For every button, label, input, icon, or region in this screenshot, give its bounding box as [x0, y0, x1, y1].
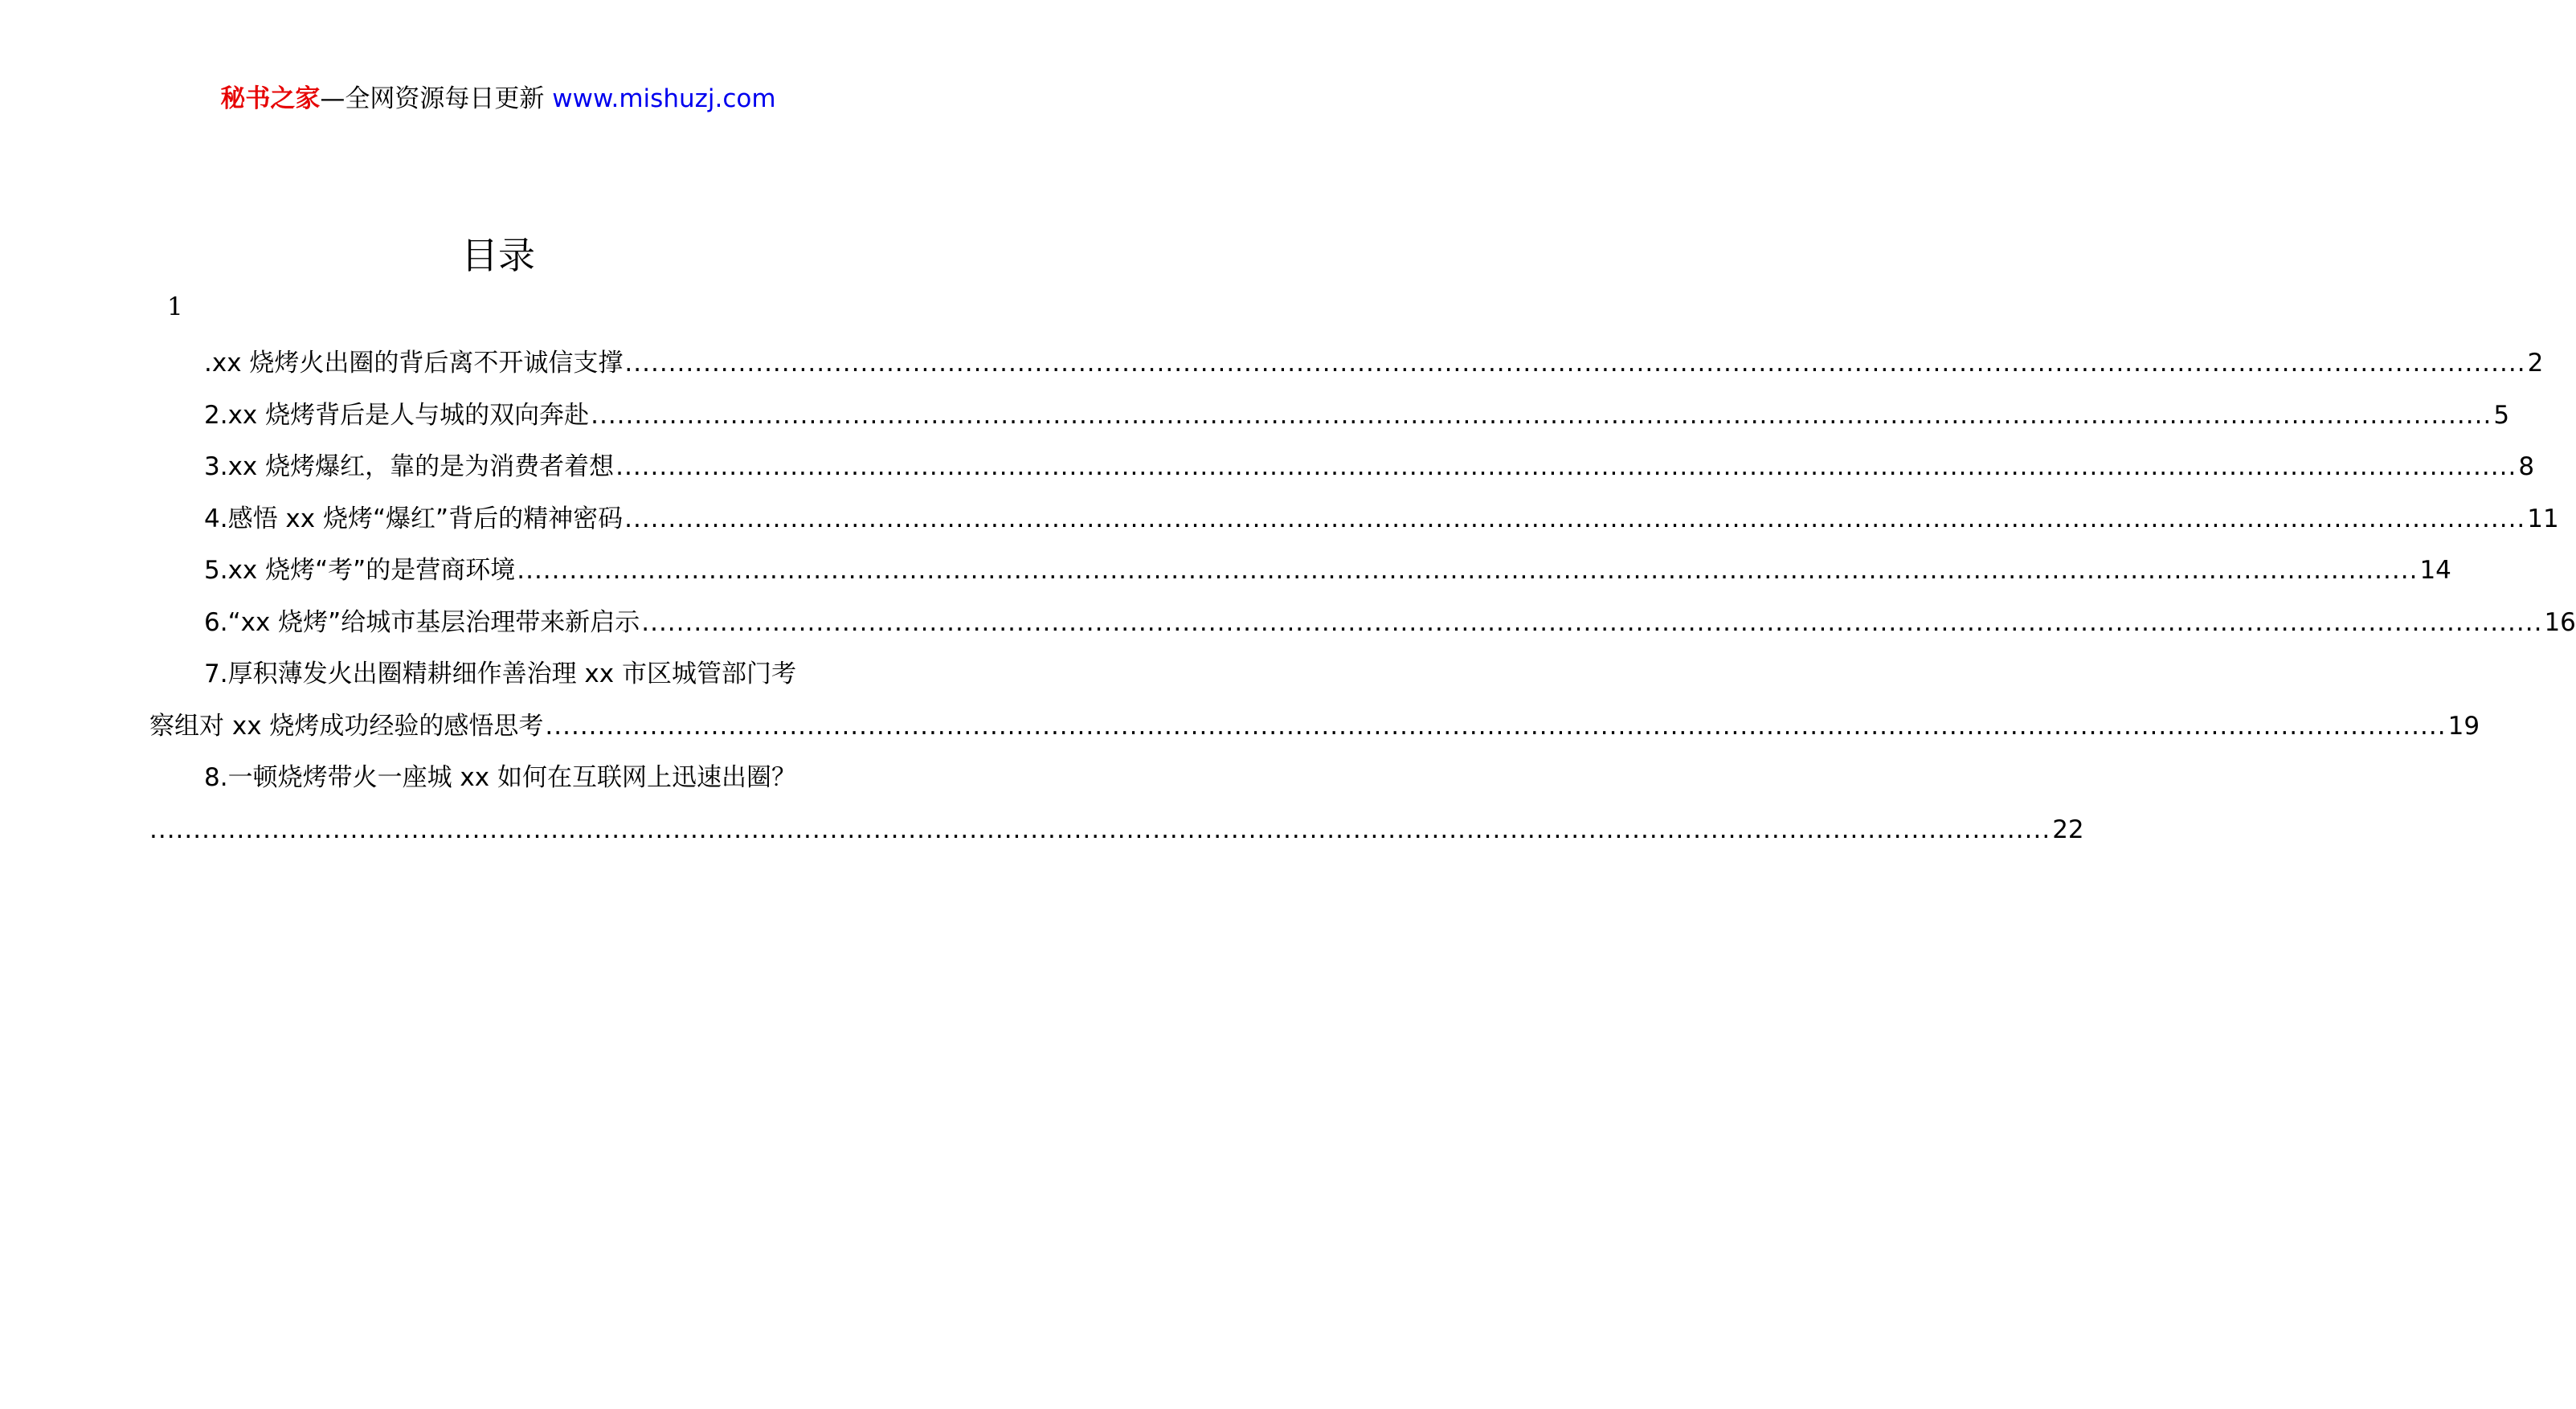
brand-name: 秘书之家 — [220, 84, 321, 113]
toc-entry-title: .xx 烧烤火出圈的背后离不开诚信支撑 — [204, 349, 624, 378]
toc-entry-line2 — [149, 700, 2480, 753]
dot-leader — [615, 441, 2517, 493]
toc-entry-7[interactable] — [149, 648, 2480, 752]
toc-entry-4[interactable] — [149, 493, 2559, 545]
toc-entry-title-line1: 7.厚积薄发火出圈精耕细作善治理 xx 市区城管部门考 — [204, 660, 796, 688]
toc-entry-1[interactable] — [149, 337, 2544, 390]
toc-entry-title-line1: 8.一顿烧烤带火一座城 xx 如何在互联网上迅速出圈？ — [204, 763, 796, 792]
list-number-marker: 1 — [167, 292, 183, 321]
toc-entry-title: 5.xx 烧烤“考”的是营商环境 — [204, 556, 516, 585]
toc-entry-page: 22 — [2052, 815, 2084, 844]
dot-leader — [149, 804, 2051, 856]
toc-entry-3[interactable] — [149, 441, 2535, 493]
toc-entry-page: 16 — [2544, 607, 2576, 637]
toc-entry-page: 14 — [2419, 556, 2451, 585]
toc-entry-title: 4.感悟 xx 烧烤“爆红”背后的精神密码 — [204, 504, 624, 533]
dot-leader — [591, 390, 2492, 442]
toc-entry-page: 19 — [2447, 711, 2480, 741]
dot-leader — [517, 545, 2418, 597]
toc-entry-2[interactable] — [149, 390, 2510, 442]
slogan: —全网资源每日更新 — [320, 84, 545, 113]
toc-entry-6[interactable] — [149, 597, 2576, 649]
toc-entry-5[interactable] — [149, 545, 2451, 597]
toc-entry-page: 11 — [2527, 504, 2559, 533]
dot-leader — [624, 493, 2525, 545]
toc-entry-title: 6.“xx 烧烤”给城市基层治理带来新启示 — [204, 607, 640, 637]
toc-entry-title: 2.xx 烧烤背后是人与城的双向奔赴 — [204, 400, 590, 430]
dot-leader — [641, 597, 2542, 649]
site-header — [0, 80, 996, 117]
dot-leader — [624, 337, 2525, 390]
toc-entry-title-line2: 察组对 xx 烧烤成功经验的感悟思考 — [149, 711, 544, 741]
site-url-link[interactable]: www.mishuzj.com — [552, 84, 776, 113]
toc-entry-page: 5 — [2493, 400, 2510, 430]
toc-entry-title: 3.xx 烧烤爆红，靠的是为消费者着想 — [204, 452, 615, 481]
toc-entry-line2 — [149, 804, 2084, 856]
dot-leader — [545, 700, 2446, 753]
toc-title: 目录 — [461, 234, 535, 277]
table-of-contents — [149, 337, 2576, 856]
toc-entry-page: 2 — [2527, 349, 2544, 378]
toc-entry-8[interactable] — [149, 752, 2084, 856]
toc-entry-page: 8 — [2518, 452, 2535, 481]
